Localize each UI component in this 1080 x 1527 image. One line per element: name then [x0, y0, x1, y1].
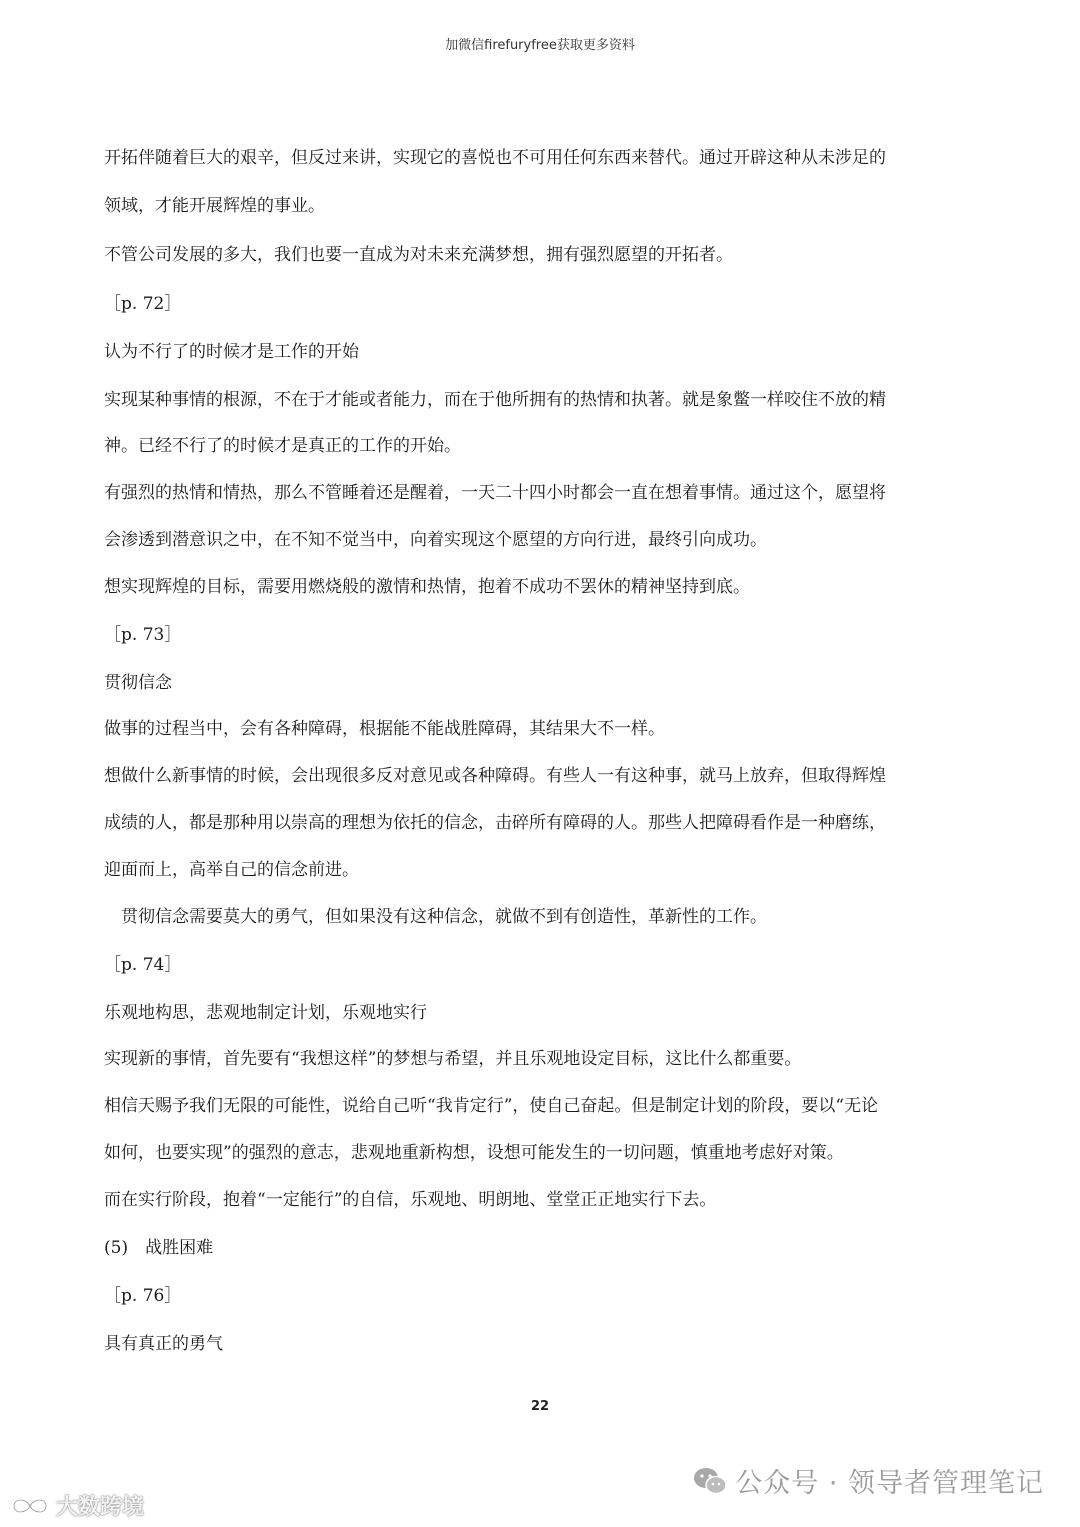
text-line: 会渗透到潜意识之中，在不知不觉当中，向着实现这个愿望的方向行进，最终引向成功。	[104, 530, 767, 550]
infinity-logo-icon	[8, 1494, 52, 1518]
text-line: 而在实行阶段，抱着“一定能行”的自信，乐观地、明朗地、堂堂正正地实行下去。	[104, 1190, 717, 1210]
wechat-icon	[693, 1467, 727, 1495]
brand-watermark	[8, 1490, 144, 1521]
brand-watermark-text: 大数跨境	[56, 1495, 145, 1520]
page-reference: ［p. 72］	[104, 294, 182, 314]
text-line: 有强烈的热情和情热，那么不管睡着还是醒着，一天二十四小时都会一直在想着事情。通过这个，愿望将	[104, 483, 886, 503]
text-line: 领域，才能开展辉煌的事业。	[104, 196, 325, 216]
section-number-heading: (5) 战胜困难	[104, 1238, 214, 1258]
text-line: 相信天赐予我们无限的可能性，说给自己听“我肯定行”，使自己奋起。但是制定计划的阶段，要以“无论	[104, 1096, 879, 1116]
wechat-watermark	[693, 1461, 1044, 1500]
section-heading: 乐观地构思，悲观地制定计划，乐观地实行	[104, 1003, 427, 1023]
section-heading: 具有真正的勇气	[104, 1334, 223, 1354]
text-line: 成绩的人，都是那种用以崇高的理想为依托的信念，击碎所有障碍的人。那些人把障碍看作是一种磨练，	[104, 813, 886, 833]
text-line: 实现新的事情，首先要有“我想这样”的梦想与希望，并且乐观地设定目标，这比什么都重要。	[104, 1049, 802, 1069]
text-line: 开拓伴随着巨大的艰辛，但反过来讲，实现它的喜悦也不可用任何东西来替代。通过开辟这种从未涉足的	[104, 148, 886, 168]
page-reference: ［p. 76］	[104, 1286, 182, 1306]
text-line: 实现某种事情的根源，不在于才能或者能力，而在于他所拥有的热情和执著。就是象鳖一样咬住不放的精	[104, 390, 886, 410]
text-line: 想做什么新事情的时候，会出现很多反对意见或各种障碍。有些人一有这种事，就马上放弃，但取得辉煌	[104, 766, 886, 786]
text-line: 贯彻信念需要莫大的勇气，但如果没有这种信念，就做不到有创造性，革新性的工作。	[104, 907, 767, 927]
text-line: 想实现辉煌的目标，需要用燃烧般的激情和热情，抱着不成功不罢休的精神坚持到底。	[104, 577, 750, 597]
text-line: 神。已经不行了的时候才是真正的工作的开始。	[104, 436, 461, 456]
section-heading: 认为不行了的时候才是工作的开始	[104, 342, 359, 362]
page-header: 加微信firefuryfree获取更多资料	[445, 38, 635, 53]
section-heading: 贯彻信念	[104, 673, 172, 693]
page-number: 22	[530, 1399, 550, 1414]
text-line: 如何，也要实现”的强烈的意志，悲观地重新构想，设想可能发生的一切问题，慎重地考虑好对策。	[104, 1143, 844, 1163]
page-reference: ［p. 73］	[104, 625, 182, 645]
text-line: 不管公司发展的多大，我们也要一直成为对未来充满梦想，拥有强烈愿望的开拓者。	[104, 245, 733, 265]
page-reference: ［p. 74］	[104, 955, 182, 975]
text-line: 迎面而上，高举自己的信念前进。	[104, 860, 359, 880]
text-line: 做事的过程当中，会有各种障碍，根据能不能战胜障碍，其结果大不一样。	[104, 719, 665, 739]
watermark-text: 公众号 · 领导者管理笔记	[735, 1468, 1044, 1499]
